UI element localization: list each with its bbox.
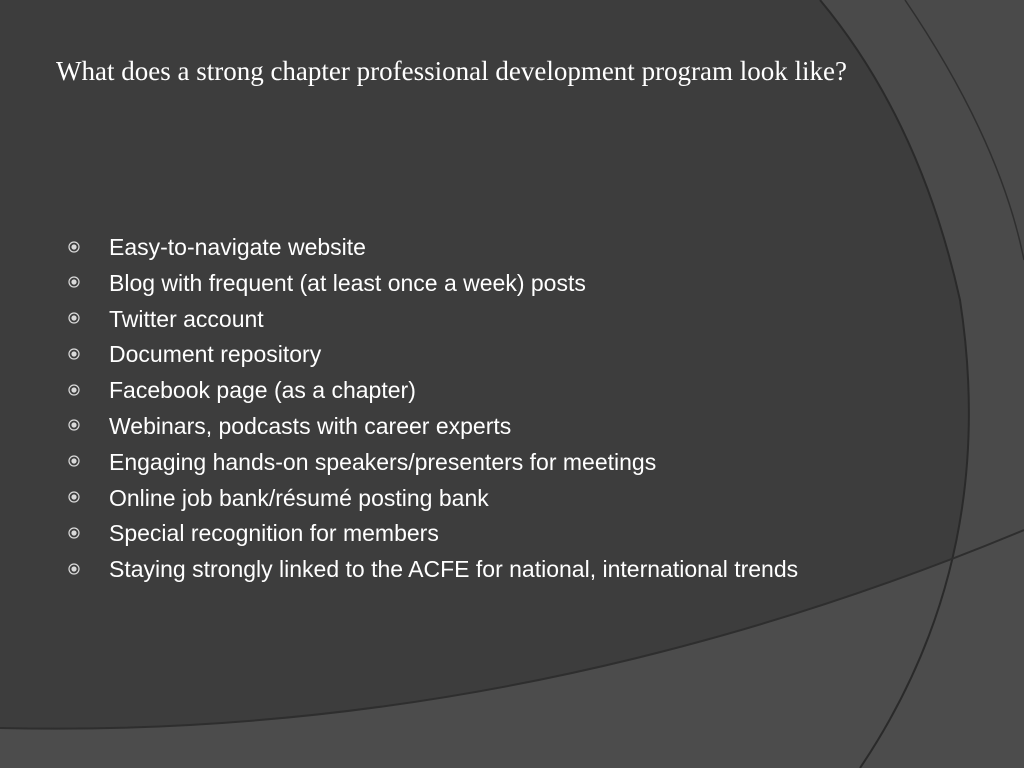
bullet-item <box>68 409 868 445</box>
bullet-text: Engaging hands-on speakers/presenters for meetings <box>109 448 657 475</box>
bullet-text: Online job bank/résumé posting bank <box>109 484 489 511</box>
circle-dot-icon <box>68 409 109 442</box>
circle-dot-icon <box>68 445 109 478</box>
circle-dot-icon <box>68 302 109 335</box>
bullet-text: Staying strongly linked to the ACFE for national, international trends <box>109 556 799 583</box>
bullet-item <box>68 266 868 302</box>
bullet-text: Twitter account <box>109 305 264 332</box>
circle-dot-icon <box>68 266 109 299</box>
circle-dot-icon <box>68 373 109 406</box>
bullet-item <box>68 373 868 409</box>
bullet-text: Blog with frequent (at least once a week) posts <box>109 269 586 296</box>
bullet-text: Special recognition for members <box>109 520 439 547</box>
bullet-item <box>68 516 868 552</box>
bullet-item <box>68 445 868 481</box>
bullet-text: Facebook page (as a chapter) <box>109 377 416 404</box>
bullet-item <box>68 302 868 338</box>
bullet-item <box>68 337 868 373</box>
bullet-text: Webinars, podcasts with career experts <box>109 412 512 439</box>
bullet-text: Document repository <box>109 341 322 368</box>
bullet-item <box>68 481 868 517</box>
circle-dot-icon <box>68 516 109 549</box>
bullet-text: Easy-to-navigate website <box>109 234 366 260</box>
circle-dot-icon <box>68 552 109 585</box>
circle-dot-icon <box>68 337 109 370</box>
slide-title: What does a strong chapter professional development program look like? <box>56 56 848 86</box>
circle-dot-icon <box>68 230 109 263</box>
bullet-list <box>68 230 868 588</box>
circle-dot-icon <box>68 481 109 514</box>
bullet-item <box>68 230 868 266</box>
bullet-item <box>68 552 868 588</box>
